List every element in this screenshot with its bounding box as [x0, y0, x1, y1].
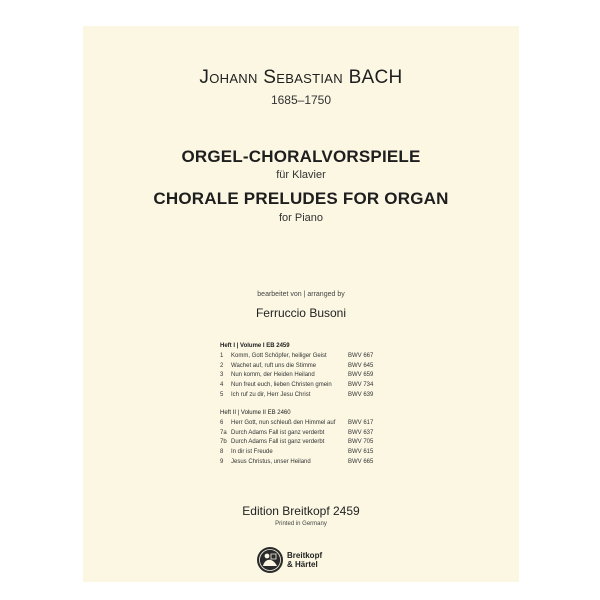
work-number: 5 — [220, 391, 224, 398]
composer-dates: 1685–1750 — [270, 93, 332, 107]
breitkopf-seal-icon — [256, 546, 284, 574]
work-number: 1 — [220, 353, 224, 359]
work-bwv: BWV 705 — [348, 439, 374, 446]
work-number: 8 — [220, 449, 224, 456]
list-item — [220, 419, 374, 429]
work-bwv: BWV 637 — [348, 429, 374, 436]
subtitle-english: for Piano — [278, 212, 324, 224]
list-item — [220, 362, 374, 372]
work-number: 9 — [220, 458, 224, 465]
work-bwv: BWV 645 — [348, 362, 374, 369]
score-cover-page — [83, 26, 519, 582]
work-title: Durch Adams Fall ist ganz verderbt — [231, 429, 325, 436]
work-title: Ich ruf zu dir, Herr Jesu Christ — [231, 391, 311, 398]
work-title: Herr Gott, nun schleuß den Himmel auf — [231, 420, 336, 426]
work-title: Jesus Christus, unser Heiland — [231, 458, 311, 465]
title-english: CHORALE PRELUDES FOR ORGAN — [153, 189, 449, 208]
work-bwv: BWV 667 — [348, 353, 374, 359]
work-bwv: BWV 617 — [348, 420, 374, 426]
work-bwv: BWV 659 — [348, 372, 374, 379]
volume-2-heading: Heft II | Volume II EB 2460 — [220, 410, 291, 416]
list-item — [220, 391, 374, 401]
title-german: ORGEL-CHORALVORSPIELE — [181, 147, 421, 166]
work-bwv: BWV 734 — [348, 382, 374, 389]
work-title: Nun freut euch, lieben Christen gmein — [231, 382, 332, 389]
work-number: 4 — [220, 382, 224, 389]
work-title: In dir ist Freude — [231, 449, 273, 456]
work-title: Nun komm, der Heiden Heiland — [231, 372, 315, 379]
work-number: 3 — [220, 372, 224, 379]
arranger-name: Ferruccio Busoni — [255, 306, 347, 320]
work-title: Komm, Gott Schöpfer, heiliger Geist — [231, 353, 327, 359]
publisher-logo — [256, 546, 366, 576]
publisher-name-line-2: & Härtel — [287, 560, 318, 569]
edition-number: Edition Breitkopf 2459 — [242, 504, 360, 518]
arranged-by-label: bearbeitet von | arranged by — [257, 291, 345, 298]
work-number: 7a — [220, 429, 227, 436]
list-item — [220, 448, 374, 458]
volume-1-heading: Heft I | Volume I EB 2459 — [220, 343, 290, 349]
work-title: Durch Adams Fall ist ganz verderbt — [231, 439, 325, 446]
subtitle-german: für Klavier — [276, 169, 326, 181]
list-item — [220, 438, 374, 448]
composer-name: Johann Sebastian BACH — [199, 67, 403, 88]
list-item — [220, 381, 374, 391]
work-number: 6 — [220, 420, 224, 426]
work-bwv: BWV 639 — [348, 391, 374, 398]
list-item — [220, 371, 374, 381]
list-item — [220, 352, 374, 362]
publisher-name-line-1: Breitkopf — [287, 551, 323, 560]
work-bwv: BWV 665 — [348, 458, 374, 465]
work-bwv: BWV 615 — [348, 449, 374, 456]
list-item — [220, 458, 374, 468]
work-number: 7b — [220, 439, 227, 446]
list-item — [220, 429, 374, 439]
printed-in-label: Printed in Germany — [275, 521, 327, 527]
work-number: 2 — [220, 362, 224, 369]
volume-1-work-list — [220, 352, 374, 400]
publisher-name — [287, 551, 322, 569]
volume-2-work-list — [220, 419, 374, 467]
work-title: Wachet auf, ruft uns die Stimme — [231, 362, 317, 369]
